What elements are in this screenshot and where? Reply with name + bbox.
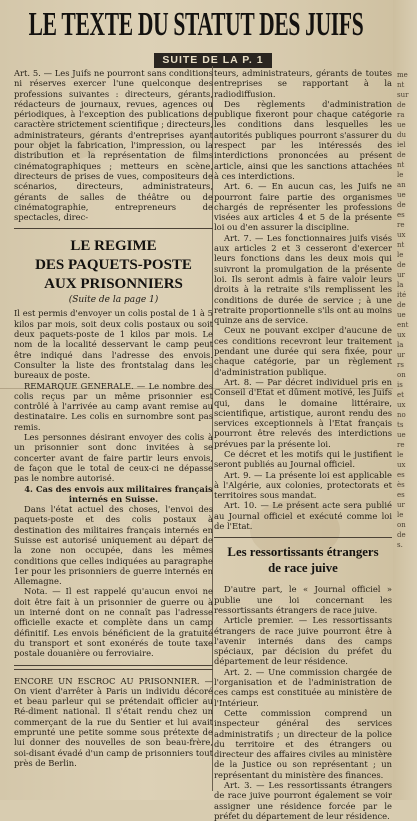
edge-line-fragment: ux: [397, 461, 406, 469]
edge-line-fragment: le: [397, 251, 404, 259]
article-paragraph: Ceux ne pouvant exciper d'aucune de ces conditions recevront leur traitement pendant une durée qui sera fixée, pour chaque catégorie, par un règlement d'administration publique.: [214, 325, 392, 377]
left-column: [14, 68, 213, 788]
headline: LE TEXTE DU STATUT DES JUIFS: [28, 5, 364, 43]
article-paragraph: teurs, administrateurs, gérants de toutes entreprises se rapportant à la radiodiffusion.: [214, 68, 392, 99]
edge-line-fragment: ts: [397, 421, 404, 429]
edge-lines: [393, 0, 417, 550]
edge-line-fragment: et: [397, 391, 404, 399]
article-paragraph: Des règlements d'administration publique fixeront pour chaque catégorie les conditions dans lesquelles les autorités publiques pourront s'assurer du respect par les intéressés des interdictions prononcées au présent article, ainsi que les sanctions attachées à ces interdictions.: [214, 98, 392, 181]
ressortissants-paragraph: Art. 2. — Une commission chargée de l'organisation et de l'administration de ces camps est constituée au ministère de l'Intérieur.: [214, 666, 392, 708]
edge-line-fragment: ur: [397, 271, 405, 279]
regime-title-line: AUX PRISONNIERS: [44, 276, 183, 293]
edge-line-fragment: le: [397, 451, 404, 459]
edge-line-fragment: re: [397, 441, 405, 449]
ressortissants-paragraph: Cette commission comprend un inspecteur général des services administratifs ; un directeur de la police du territoire et des étrangers ou directeur des affaires civiles au ministère de la Justice ou son représentant ; un représentant du ministère des finances.: [214, 707, 392, 780]
section-divider: [14, 228, 213, 229]
edge-line-fragment: rs: [397, 361, 404, 369]
ressortissants-paragraph: Art. 3. — Les ressortissants étrangers de race juive pourront également se voir assigner une résidence forcée par le préfet du département de leur résidence.: [214, 780, 392, 821]
regime-paragraph: Dans l'état actuel des choses, l'envoi des paquets-poste et des colis postaux à destination des militaires français internés en Suisse est autorisé uniquement au départ de la zone non occupée, dans les mêmes conditions que celles indiquées au paragraphe 1er pour les prisonniers de guerre internés en Allemagne.: [14, 504, 213, 587]
regime-title-line: LE REGIME: [70, 238, 157, 255]
ressortissants-title: [214, 544, 392, 576]
edge-line-fragment: le: [397, 171, 404, 179]
article-paragraph: Ce décret et les motifs qui le justifient seront publiés au Journal officiel.: [214, 448, 392, 470]
edge-line-fragment: la: [397, 341, 404, 349]
edge-line-fragment: me: [397, 71, 408, 79]
article-5-paragraph: Art. 5. — Les Juifs ne pourront sans conditions ni réserves exercer l'une quelconque des professions suivantes : directeurs, gérants, rédacteurs de journaux, revues, agences ou périodiques, à l'exception des publications de caractère strictement scientifique ; directeurs, administrateurs, gérants d'entreprises ayant pour objet la fabrication, l'impression, ou la distribution et la représentation de films cinématographiques ; metteurs en scène, directeurs de prises de vues, compositeurs de scénarios, directeurs, administrateurs, gérants de salles de théâtre ou de cinématographie, entrepreneurs de spectacles, direc-: [14, 68, 213, 223]
edge-line-fragment: iel: [397, 141, 406, 149]
edge-line-fragment: on: [397, 521, 406, 529]
edge-line-fragment: is: [397, 381, 403, 389]
edge-line-fragment: ent: [397, 321, 409, 329]
edge-line-fragment: ès: [397, 481, 405, 489]
edge-line-fragment: ux: [397, 401, 406, 409]
regime-subheading: 4. Cas des envois aux militaires français internés en Suisse.: [24, 483, 213, 504]
edge-line-fragment: ra: [397, 111, 405, 119]
article-paragraph: Art. 6. — En aucun cas, les Juifs ne pourront faire partie des organismes chargés de représenter les professions visées aux articles 4 et 5 de la présente loi ou d'en assurer la discipline.: [214, 181, 392, 233]
edge-line-fragment: nt: [397, 161, 405, 169]
edge-line-fragment: ur: [397, 501, 405, 509]
regime-title-line: DES PAQUETS-POSTE: [35, 257, 192, 274]
edge-line-fragment: ur: [397, 351, 405, 359]
edge-line-fragment: de: [397, 531, 406, 539]
ressortissants-paragraph: D'autre part, le « Journal officiel » publie une loi concernant les ressortissants étrangers de race juive.: [214, 584, 392, 615]
adjacent-column-edge: [393, 0, 417, 800]
regime-paragraph: Les personnes désirant envoyer des colis à un prisonnier sont donc invitées à se concerter avant de faire partir leurs envois, de façon que le total de ceux-ci ne dépasse pas le nombre autorisé.: [14, 432, 213, 484]
edge-line-fragment: es: [397, 211, 405, 219]
edge-line-fragment: on: [397, 371, 406, 379]
ressortissants-title-line: de race juive: [268, 561, 338, 576]
regime-paragraph: REMARQUE GENERALE. — Le nombre des colis reçus par un même prisonnier est contrôlé à l'arrivée au camp avant remise au destinataire. Les colis en surnombre sont pas remis.: [14, 380, 213, 432]
edge-line-fragment: es: [397, 491, 405, 499]
edge-line-fragment: le: [397, 511, 404, 519]
article-paragraph: Art. 7. — Les fonctionnaires juifs visés aux articles 2 et 3 cesseront d'exercer leurs fonctions dans les deux mois qui suivront la promulgation de la présente loi. Ils seront admis à faire valoir leurs droits à la retraite s'ils remplissent les conditions de durée de service ; à une retraite proportionnelle s'ils ont au moins quinze ans de service.: [214, 232, 392, 326]
regime-paragraph: Il est permis d'envoyer un colis postal de 1 à 5 kilos par mois, soit deux colis postaux ou soit deux paquets-poste de 1 kilos par mois. Le nom de la localité desservant le camp peut être indiqué dans l'adresse des envois. Consulter la liste des frontstalag dans les bureaux de poste.: [14, 308, 213, 381]
edge-line-fragment: de: [397, 201, 406, 209]
escroc-paragraph: ENCORE UN ESCROC AU PRISONNIER. — On vient d'arrêter à Paris un individu décoré et beau parleur qui se prétendait officier au Ré-diment national. Il s'était rendu chez un commerçant de la rue du Sentier et lui avait emprunté une petite somme sous prétexte de lui donner des nouvelles de son beau-frère, soi-disant évadé d'un camp de prisonniers tout près de Berlin.: [14, 675, 213, 768]
edge-line-fragment: ue: [397, 311, 406, 319]
edge-line-fragment: ue: [397, 431, 406, 439]
right-column: [214, 68, 392, 821]
edge-line-fragment: ux: [397, 231, 406, 239]
edge-line-fragment: nt: [397, 241, 405, 249]
edge-line-fragment: la: [397, 281, 404, 289]
edge-line-fragment: de: [397, 301, 406, 309]
regime-paragraph: Nota. — Il est rappelé qu'aucun envoi ne doit être fait à un prisonnier de guerre ou à un interné dont on ne connaît pas l'adresse officielle exacte et complète dans un camp définitif. Les envois bénéficient de la gratuité du transport et sont exonérés de toute taxe postale douanière ou ferroviaire.: [14, 586, 213, 659]
edge-line-fragment: an: [397, 181, 406, 189]
regime-title: [14, 237, 213, 294]
edge-line-fragment: ux: [397, 331, 406, 339]
edge-line-fragment: ue: [397, 121, 406, 129]
edge-line-fragment: de: [397, 261, 406, 269]
edge-line-fragment: nt: [397, 81, 405, 89]
edge-line-fragment: du: [397, 131, 406, 139]
edge-line-fragment: ité: [397, 291, 407, 299]
edge-line-fragment: de: [397, 101, 406, 109]
suite-label: SUITE DE LA P. 1: [154, 53, 272, 68]
regime-subtitle: (Suite de la page 1): [68, 295, 159, 306]
edge-line-fragment: no: [397, 411, 406, 419]
edge-line-fragment: ue: [397, 191, 406, 199]
section-divider: [14, 665, 213, 670]
article-paragraph: Art. 8. — Par décret individuel pris en Conseil d'Etat et dûment motivé, les Juifs qui, dans le domaine littéraire, scientifique, artistique, auront rendu des services exceptionnels à l'Etat français pourront être relevés des interdictions prévues par la présente loi.: [214, 376, 392, 449]
edge-line-fragment: re: [397, 221, 405, 229]
edge-line-fragment: es: [397, 471, 405, 479]
ressortissants-paragraph: Article premier. — Les ressortissants étrangers de race juive pourront être à l'avenir internés dans des camps spéciaux, par décision du préfet du département de leur résidence.: [214, 615, 392, 667]
article-paragraph: Art. 10. — Le présent acte sera publié au Journal officiel et exécuté comme loi de l'Etat.: [214, 500, 392, 532]
article-paragraph: Art. 9. — La présente loi est applicable à l'Algérie, aux colonies, protectorats et territoires sous mandat.: [214, 469, 392, 501]
edge-line-fragment: s.: [397, 541, 403, 549]
section-divider: [214, 537, 392, 538]
edge-line-fragment: sur: [397, 91, 409, 99]
ressortissants-title-line: Les ressortissants étrangers: [227, 545, 379, 560]
edge-line-fragment: de: [397, 151, 406, 159]
